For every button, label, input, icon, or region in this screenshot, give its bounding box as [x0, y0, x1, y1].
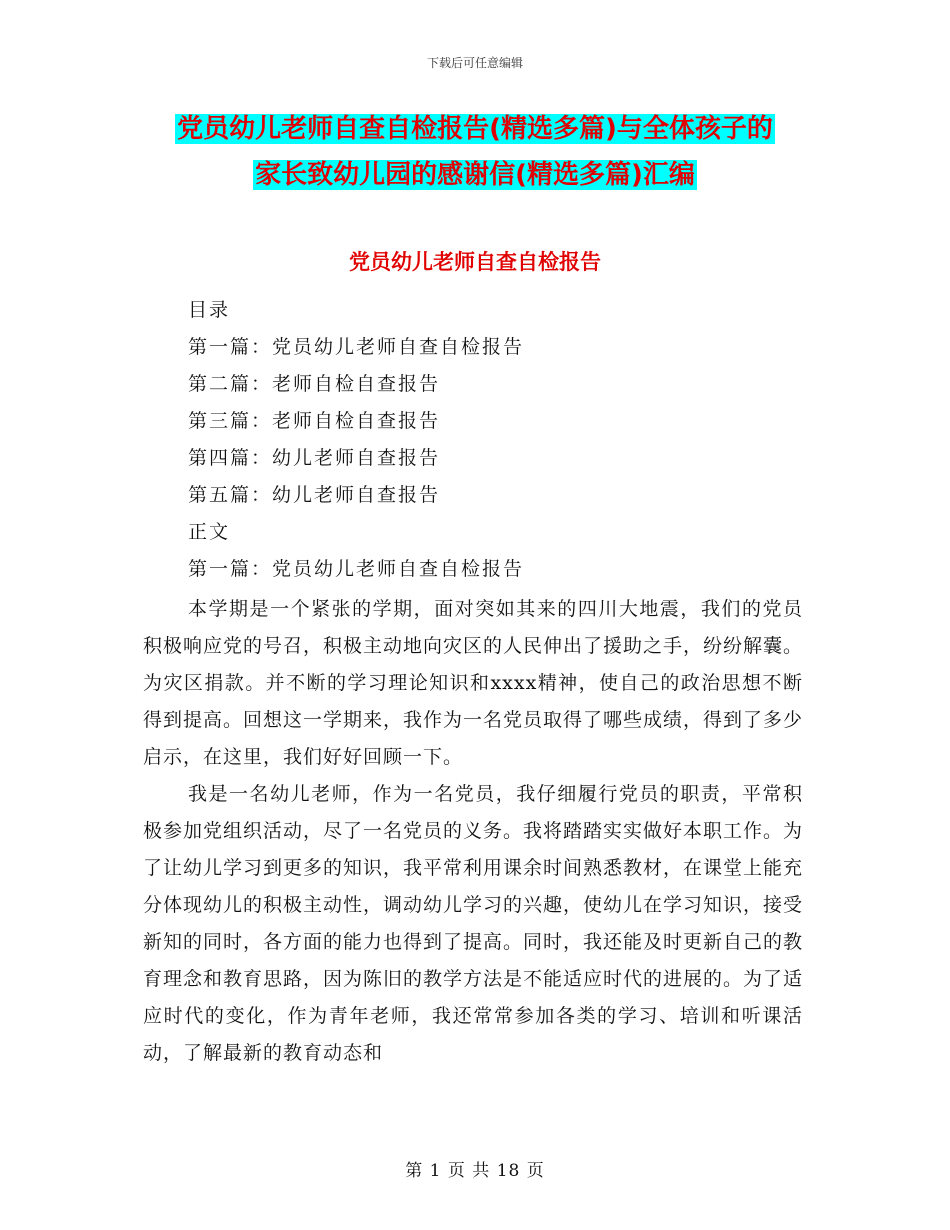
- main-title-text-2: 家长致幼儿园的感谢信(精选多篇)汇编: [255, 160, 695, 190]
- table-of-contents: [188, 292, 524, 588]
- section-title: 党员幼儿老师自查自检报告: [349, 250, 601, 274]
- toc-heading: 目录: [188, 299, 231, 321]
- main-title-text-1: 党员幼儿老师自查自检报告(精选多篇)与全体孩子的: [177, 114, 773, 144]
- first-chapter-heading: 第一篇：党员幼儿老师自查自检报告: [188, 558, 525, 580]
- toc-item: 第三篇：老师自检自查报告: [188, 410, 441, 432]
- page-footer: 第 1 页 共 18 页: [405, 1161, 545, 1181]
- body-heading: 正文: [188, 521, 231, 543]
- main-title-line-1: [0, 110, 950, 148]
- body-text: [143, 591, 803, 1072]
- main-title-line-2: [0, 156, 950, 194]
- toc-item: 第一篇：党员幼儿老师自查自检报告: [188, 336, 525, 358]
- paragraph: 本学期是一个紧张的学期，面对突如其来的四川大地震，我们的党员积极响应党的号召，积极主动地向灾区的人民伸出了援助之手，纷纷解囊。为灾区捐款。并不断的学习理论知识和xxxx精神，使自己的政治思想不断得到提高。回想这一学期来，我作为一名党员取得了哪些成绩，得到了多少启示，在这里，我们好好回顾一下。: [143, 598, 804, 768]
- toc-item: 第四篇：幼儿老师自查报告: [188, 447, 441, 469]
- header-note: 下载后可任意编辑: [426, 56, 523, 70]
- toc-item: 第五篇：幼儿老师自查报告: [188, 484, 441, 506]
- paragraph: 我是一名幼儿老师，作为一名党员，我仔细履行党员的职责，平常积极参加党组织活动，尽了一名党员的义务。我将踏踏实实做好本职工作。为了让幼儿学习到更多的知识，我平常利用课余时间熟悉教材，在课堂上能充分体现幼儿的积极主动性，调动幼儿学习的兴趣，使幼儿在学习知识，接受新知的同时，各方面的能力也得到了提高。同时，我还能及时更新自己的教育理念和教育思路，因为陈旧的教学方法是不能适应时代的进展的。为了适应时代的变化，作为青年老师，我还常常参加各类的学习、培训和听课活动，了解最新的教育动态和: [143, 783, 804, 1064]
- toc-item: 第二篇：老师自检自查报告: [188, 373, 441, 395]
